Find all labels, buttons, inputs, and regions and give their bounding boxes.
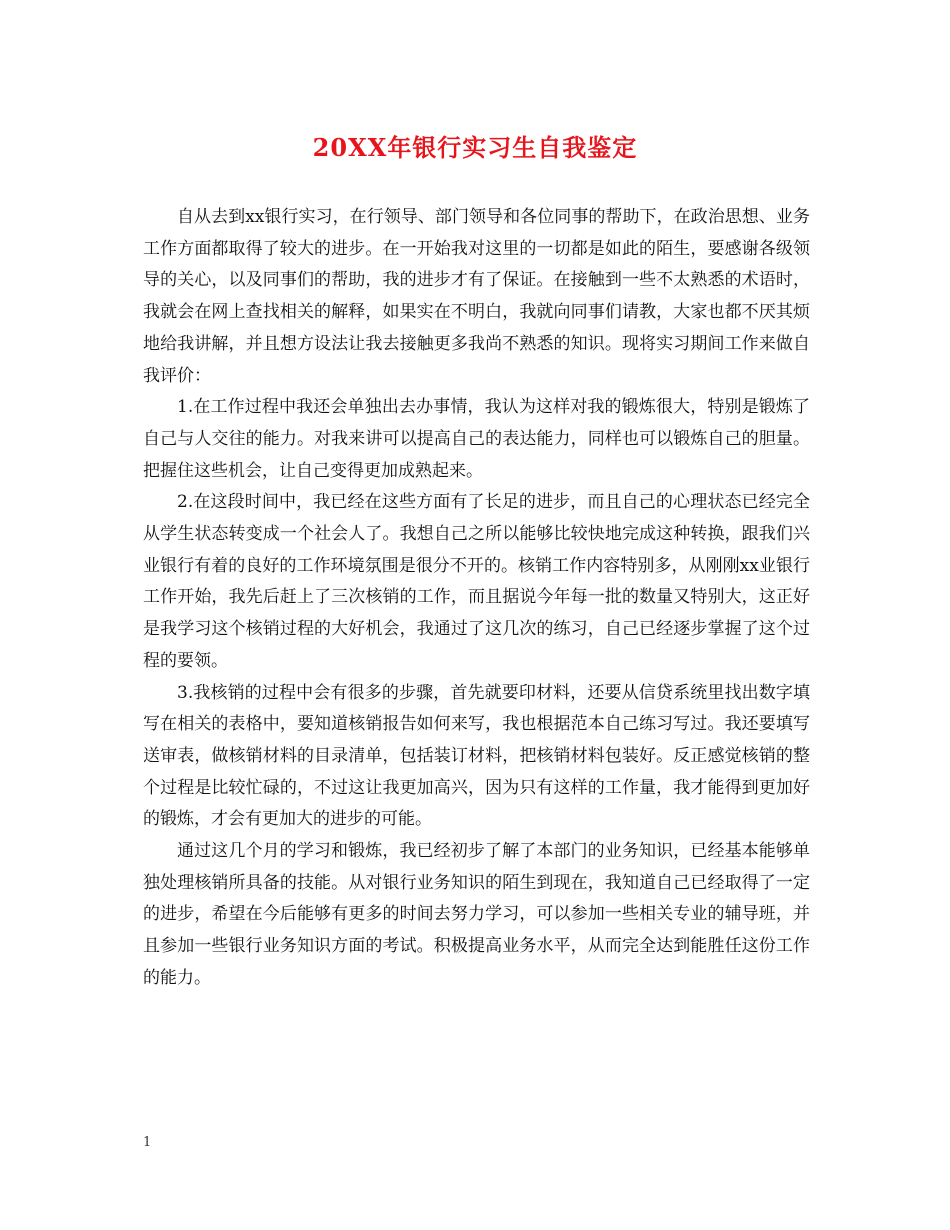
paragraph-intro: 自从去到xx银行实习，在行领导、部门领导和各位同事的帮助下，在政治思想、业务工作方面都取得了较大的进步。在一开始我对这里的一切都是如此的陌生，要感谢各级领导的关心，以及同事们的帮助，我的进步才有了保证。在接触到一些不太熟悉的术语时，我就会在网上查找相关的解释，如果实在不明白，我就向同事们请教，大家也都不厌其烦地给我讲解，并且想方设法让我去接触更多我尚不熟悉的知识。现将实习期间工作来做自我评价： [143, 207, 810, 386]
page-number: 1 [143, 1135, 152, 1150]
document-body [143, 202, 810, 995]
document-title: 20XX年银行实习生自我鉴定 [312, 133, 638, 162]
paragraph-conclusion: 通过这几个月的学习和锻炼，我已经初步了解了本部门的业务知识，已经基本能够单独处理核销所具备的技能。从对银行业务知识的陌生到现在，我知道自己已经取得了一定的进步，希望在今后能够有更多的时间去努力学习，可以参加一些相关专业的辅导班，并且参加一些银行业务知识方面的考试。积极提高业务水平，从而完全达到能胜任这份工作的能力。 [143, 841, 810, 988]
paragraph-point-3: 3.我核销的过程中会有很多的步骤，首先就要印材料，还要从信贷系统里找出数字填写在相关的表格中，要知道核销报告如何来写，我也根据范本自己练习写过。我还要填写送审表，做核销材料的目录清单，包括装订材料，把核销材料包装好。反正感觉核销的整个过程是比较忙碌的，不过这让我更加高兴，因为只有这样的工作量，我才能得到更加好的锻炼，才会有更加大的进步的可能。 [143, 682, 810, 830]
paragraph-point-1: 1.在工作过程中我还会单独出去办事情，我认为这样对我的锻炼很大，特别是锻炼了自己与人交往的能力。对我来讲可以提高自己的表达能力，同样也可以锻炼自己的胆量。把握住这些机会，让自己变得更加成熟起来。 [143, 397, 810, 481]
paragraph-point-2: 2.在这段时间中，我已经在这些方面有了长足的进步，而且自己的心理状态已经完全从学生状态转变成一个社会人了。我想自己之所以能够比较快地完成这种转换，跟我们兴业银行有着的良好的工作环境氛围是很分不开的。核销工作内容特别多，从刚刚xx业银行工作开始，我先后赶上了三次核销的工作，而且据说今年每一批的数量又特别大，这正好是我学习这个核销过程的大好机会，我通过了这几次的练习，自己已经逐步掌握了这个过程的要领。 [143, 492, 810, 671]
